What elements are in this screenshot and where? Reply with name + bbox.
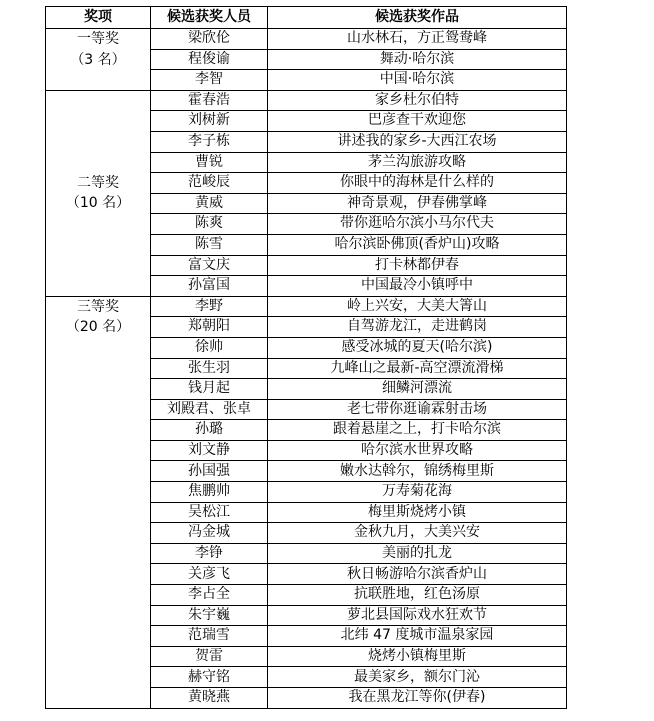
work-title-cell: 家乡杜尔伯特 xyxy=(268,90,567,111)
candidate-name-cell: 李占全 xyxy=(151,585,268,606)
work-title-cell: 中国·哈尔滨 xyxy=(268,70,567,91)
candidate-name-cell: 冯金城 xyxy=(151,523,268,544)
table-row xyxy=(46,29,567,50)
work-title-cell: 舞动·哈尔滨 xyxy=(268,49,567,70)
candidate-name-cell: 黄晓燕 xyxy=(151,688,268,709)
candidate-name-cell: 孙国强 xyxy=(151,461,268,482)
work-title-cell: 老七带你逛谕霖射击场 xyxy=(268,399,567,420)
work-title-cell: 我在黑龙江等你(伊春) xyxy=(268,688,567,709)
work-title-cell: 讲述我的家乡-大西江农场 xyxy=(268,131,567,152)
work-title-cell: 神奇景观，伊春佛掌峰 xyxy=(268,193,567,214)
work-title-cell: 自驾游龙江，走进鹤岗 xyxy=(268,317,567,338)
work-title-cell: 跟着悬崖之上，打卡哈尔滨 xyxy=(268,420,567,441)
work-title-cell: 茅兰沟旅游攻略 xyxy=(268,152,567,173)
candidate-name-cell: 孙璐 xyxy=(151,420,268,441)
candidate-name-cell: 范峻辰 xyxy=(151,173,268,194)
candidate-name-cell: 陈雪 xyxy=(151,234,268,255)
award-group-cell xyxy=(46,90,151,296)
work-title-cell: 你眼中的海林是什么样的 xyxy=(268,173,567,194)
candidate-name-cell: 陈爽 xyxy=(151,214,268,235)
table-row xyxy=(46,296,567,317)
candidate-name-cell: 赫守铭 xyxy=(151,667,268,688)
candidate-name-cell: 霍春浩 xyxy=(151,90,268,111)
work-title-cell: 北纬 47 度城市温泉家园 xyxy=(268,626,567,647)
work-title-cell: 抗联胜地，红色汤原 xyxy=(268,585,567,606)
award-count-label: （3 名） xyxy=(70,51,126,68)
work-title-cell: 中国最冷小镇呼中 xyxy=(268,276,567,297)
candidate-name-cell: 程俊谕 xyxy=(151,49,268,70)
candidate-name-cell: 焦鹏帅 xyxy=(151,482,268,503)
award-group-cell xyxy=(46,296,151,708)
work-title-cell: 烧烤小镇梅里斯 xyxy=(268,646,567,667)
candidate-name-cell: 刘殿君、张卓 xyxy=(151,399,268,420)
candidate-name-cell: 李智 xyxy=(151,70,268,91)
candidate-name-cell: 李野 xyxy=(151,296,268,317)
candidate-name-cell: 梁欣伦 xyxy=(151,29,268,50)
work-title-cell: 秋日畅游哈尔滨香炉山 xyxy=(268,564,567,585)
candidate-name-cell: 李铮 xyxy=(151,543,268,564)
table-row xyxy=(46,90,567,111)
work-title-cell: 哈尔滨水世界攻略 xyxy=(268,440,567,461)
candidate-name-cell: 曹锐 xyxy=(151,152,268,173)
column-header-award: 奖项 xyxy=(46,7,151,29)
work-title-cell: 巴彦查干欢迎您 xyxy=(268,111,567,132)
work-title-cell: 万寿菊花海 xyxy=(268,482,567,503)
award-tier-label: 二等奖 xyxy=(77,174,119,191)
candidate-name-cell: 刘树新 xyxy=(151,111,268,132)
work-title-cell: 萝北县国际戏水狂欢节 xyxy=(268,605,567,626)
work-title-cell: 梅里斯烧烤小镇 xyxy=(268,502,567,523)
work-title-cell: 金秋九月，大美兴安 xyxy=(268,523,567,544)
candidate-name-cell: 朱宇巍 xyxy=(151,605,268,626)
candidate-name-cell: 徐帅 xyxy=(151,337,268,358)
work-title-cell: 最美家乡，额尔门沁 xyxy=(268,667,567,688)
work-title-cell: 嫩水达斡尔，锦绣梅里斯 xyxy=(268,461,567,482)
work-title-cell: 岭上兴安，大美大箐山 xyxy=(268,296,567,317)
work-title-cell: 细鳞河漂流 xyxy=(268,379,567,400)
candidate-name-cell: 孙富国 xyxy=(151,276,268,297)
work-title-cell: 九峰山之最新-高空漂流滑梯 xyxy=(268,358,567,379)
candidate-name-cell: 贺雷 xyxy=(151,646,268,667)
column-header-work: 候选获奖作品 xyxy=(268,7,567,29)
table-body xyxy=(46,29,567,709)
candidate-name-cell: 李子栋 xyxy=(151,131,268,152)
candidate-name-cell: 黄威 xyxy=(151,193,268,214)
candidate-name-cell: 富文庆 xyxy=(151,255,268,276)
work-title-cell: 美丽的扎龙 xyxy=(268,543,567,564)
candidate-name-cell: 郑朝阳 xyxy=(151,317,268,338)
work-title-cell: 带你逛哈尔滨小马尔代夫 xyxy=(268,214,567,235)
award-tier-label: 三等奖 xyxy=(77,298,119,315)
award-count-label: （20 名） xyxy=(65,319,131,336)
header-row xyxy=(46,7,567,29)
work-title-cell: 山水林石，方正鸳鸯峰 xyxy=(268,29,567,50)
award-tier-label: 一等奖 xyxy=(77,31,119,47)
candidate-name-cell: 张生羽 xyxy=(151,358,268,379)
candidate-name-cell: 吴松江 xyxy=(151,502,268,523)
candidate-name-cell: 刘文静 xyxy=(151,440,268,461)
work-title-cell: 打卡林都伊春 xyxy=(268,255,567,276)
award-count-label: （10 名） xyxy=(65,195,131,212)
award-group-cell xyxy=(46,29,151,91)
candidate-name-cell: 钱月起 xyxy=(151,379,268,400)
award-candidates-table xyxy=(45,6,567,709)
work-title-cell: 哈尔滨卧佛顶(香炉山)攻略 xyxy=(268,234,567,255)
column-header-candidate: 候选获奖人员 xyxy=(151,7,268,29)
candidate-name-cell: 范瑞雪 xyxy=(151,626,268,647)
candidate-name-cell: 关彦飞 xyxy=(151,564,268,585)
work-title-cell: 感受冰城的夏天(哈尔滨) xyxy=(268,337,567,358)
